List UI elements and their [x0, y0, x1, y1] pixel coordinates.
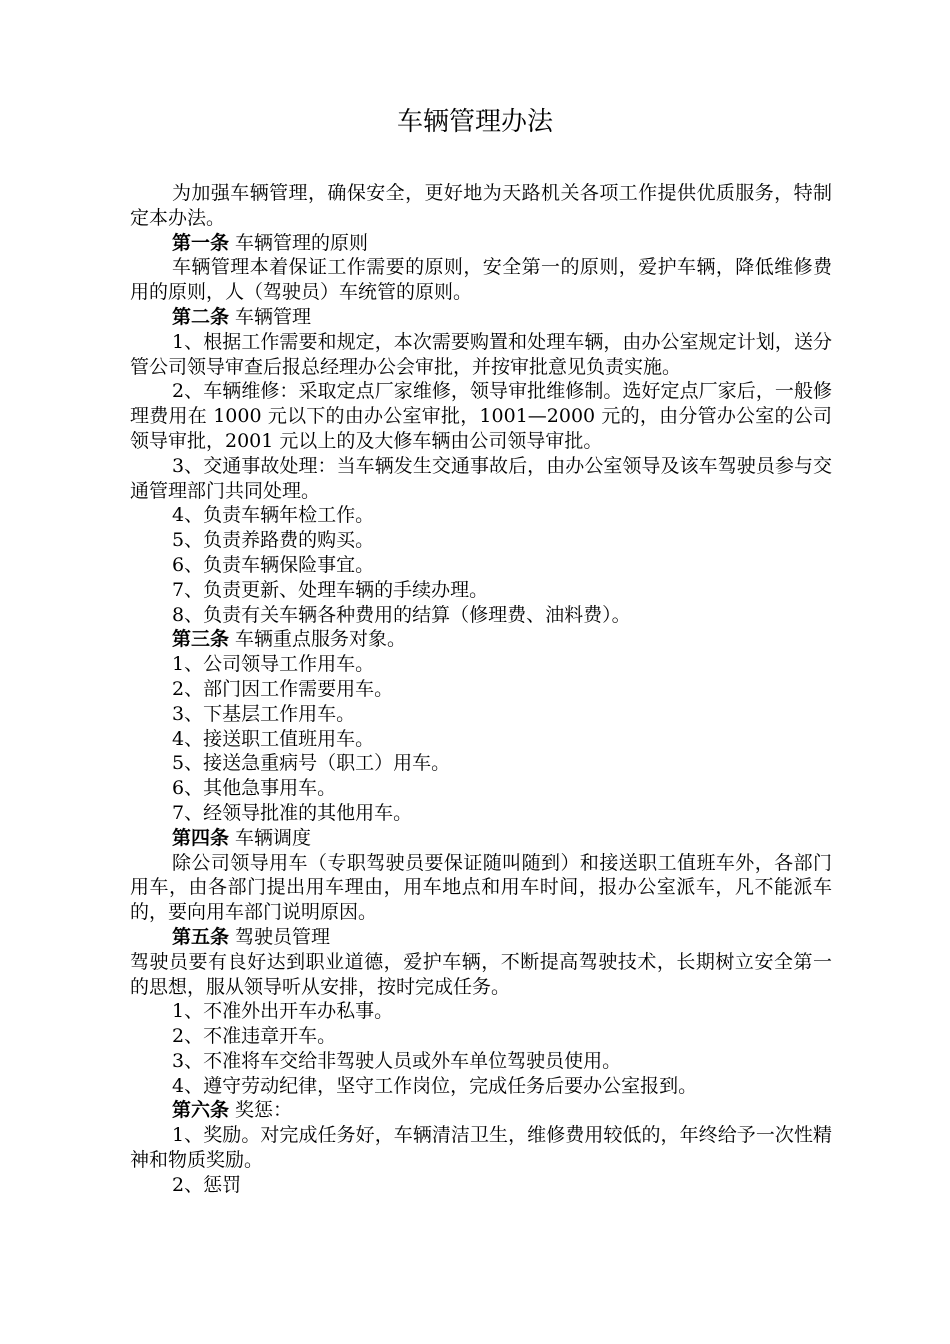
- paragraph: [130, 1024, 832, 1049]
- paragraph: [130, 727, 832, 752]
- paragraph: [130, 652, 832, 677]
- paragraph-text: 2、部门因工作需要用车。: [172, 677, 394, 700]
- paragraph: [130, 950, 832, 1000]
- article-heading: [130, 627, 832, 652]
- paragraph: [130, 379, 832, 453]
- paragraph-text: 4、负责车辆年检工作。: [172, 504, 375, 527]
- article-heading: [130, 925, 832, 950]
- paragraph: [130, 776, 832, 801]
- paragraph: [130, 578, 832, 603]
- paragraph-text: 驾驶员要有良好达到职业道德，爱护车辆，不断提高驾驶技术，长期树立安全第一的思想，服从领导听从安排，按时完成任务。: [130, 950, 832, 998]
- paragraph-text: 为加强车辆管理，确保安全，更好地为天路机关各项工作提供优质服务，特制定本办法。: [130, 182, 832, 229]
- article-heading: [130, 305, 832, 330]
- article-number: 第二条: [172, 305, 230, 328]
- paragraph-text: 车辆重点服务对象。: [229, 628, 407, 651]
- paragraph-text: 7、经领导批准的其他用车。: [172, 801, 413, 824]
- paragraph: [130, 528, 832, 553]
- paragraph-text: 1、根据工作需要和规定，本次需要购置和处理车辆，由办公室规定计划，送分管公司领导审查后报总经理办公会审批，并按审批意见负责实施。: [130, 330, 832, 378]
- article-number: 第六条: [172, 1099, 230, 1122]
- paragraph: [130, 1173, 832, 1198]
- paragraph-text: 2、车辆维修：采取定点厂家维修，领导审批维修制。选好定点厂家后，一般修理费用在 1000 元以下的由办公室审批，1001—2000 元的，由分管办公室的公司领导审批，2001 元以上的及大修车辆由公司领导审批。: [130, 380, 832, 452]
- paragraph-text: 车辆管理本着保证工作需要的原则，安全第一的原则，爱护车辆，降低维修费用的原则，人（驾驶员）车统管的原则。: [130, 256, 832, 304]
- paragraph-text: 1、公司领导工作用车。: [172, 653, 375, 676]
- paragraph-text: 奖惩：: [229, 1099, 293, 1122]
- paragraph: [130, 751, 832, 776]
- paragraph-text: 车辆管理: [229, 305, 312, 328]
- article-number: 第四条: [172, 826, 230, 849]
- paragraph-text: 4、接送职工值班用车。: [172, 727, 375, 750]
- paragraph-text: 1、不准外出开车办私事。: [172, 1000, 394, 1023]
- document-body: [130, 181, 832, 1198]
- article-number: 第一条: [172, 231, 230, 254]
- paragraph: [130, 1123, 832, 1173]
- paragraph: [130, 801, 832, 826]
- paragraph: [130, 255, 832, 305]
- article-heading: [130, 826, 832, 851]
- paragraph: [130, 330, 832, 380]
- paragraph-text: 除公司领导用车（专职驾驶员要保证随叫随到）和接送职工值班车外，各部门用车，由各部门提出用车理由，用车地点和用车时间，报办公室派车，凡不能派车的，要向用车部门说明原因。: [130, 851, 832, 924]
- paragraph-text: 2、惩罚: [172, 1173, 242, 1196]
- article-heading: [130, 231, 832, 256]
- paragraph: [130, 677, 832, 702]
- paragraph: [130, 503, 832, 528]
- paragraph: [130, 999, 832, 1024]
- article-heading: [130, 1098, 832, 1123]
- paragraph: [130, 702, 832, 727]
- paragraph: [130, 454, 832, 504]
- article-number: 第五条: [172, 925, 230, 948]
- paragraph: [130, 1049, 832, 1074]
- paragraph-text: 车辆管理的原则: [229, 231, 369, 254]
- paragraph-text: 5、接送急重病号（职工）用车。: [172, 752, 451, 775]
- paragraph-text: 2、不准违章开车。: [172, 1025, 337, 1048]
- paragraph-text: 5、负责养路费的购买。: [172, 529, 375, 552]
- paragraph: [130, 851, 832, 925]
- document-title: 车辆管理办法: [396, 107, 553, 137]
- paragraph-text: 6、负责车辆保险事宜。: [172, 553, 375, 576]
- paragraph-text: 3、交通事故处理：当车辆发生交通事故后，由办公室领导及该车驾驶员参与交通管理部门共同处理。: [130, 454, 832, 502]
- paragraph: [130, 181, 832, 231]
- paragraph-text: 6、其他急事用车。: [172, 777, 337, 800]
- article-number: 第三条: [172, 628, 230, 651]
- paragraph-text: 1、奖励。对完成任务好，车辆清洁卫生，维修费用较低的，年终给予一次性精神和物质奖励。: [130, 1124, 832, 1172]
- paragraph: [130, 603, 832, 628]
- paragraph-text: 8、负责有关车辆各种费用的结算（修理费、油料费）。: [172, 603, 631, 626]
- paragraph: [130, 1074, 832, 1099]
- paragraph: [130, 553, 832, 578]
- paragraph-text: 3、下基层工作用车。: [172, 702, 356, 725]
- paragraph-text: 4、遵守劳动纪律，坚守工作岗位，完成任务后要办公室报到。: [172, 1074, 698, 1097]
- paragraph-text: 3、不准将车交给非驾驶人员或外车单位驾驶员使用。: [172, 1049, 622, 1072]
- paragraph-text: 车辆调度: [229, 826, 312, 849]
- paragraph-text: 驾驶员管理: [229, 925, 331, 948]
- paragraph-text: 7、负责更新、处理车辆的手续办理。: [172, 578, 489, 601]
